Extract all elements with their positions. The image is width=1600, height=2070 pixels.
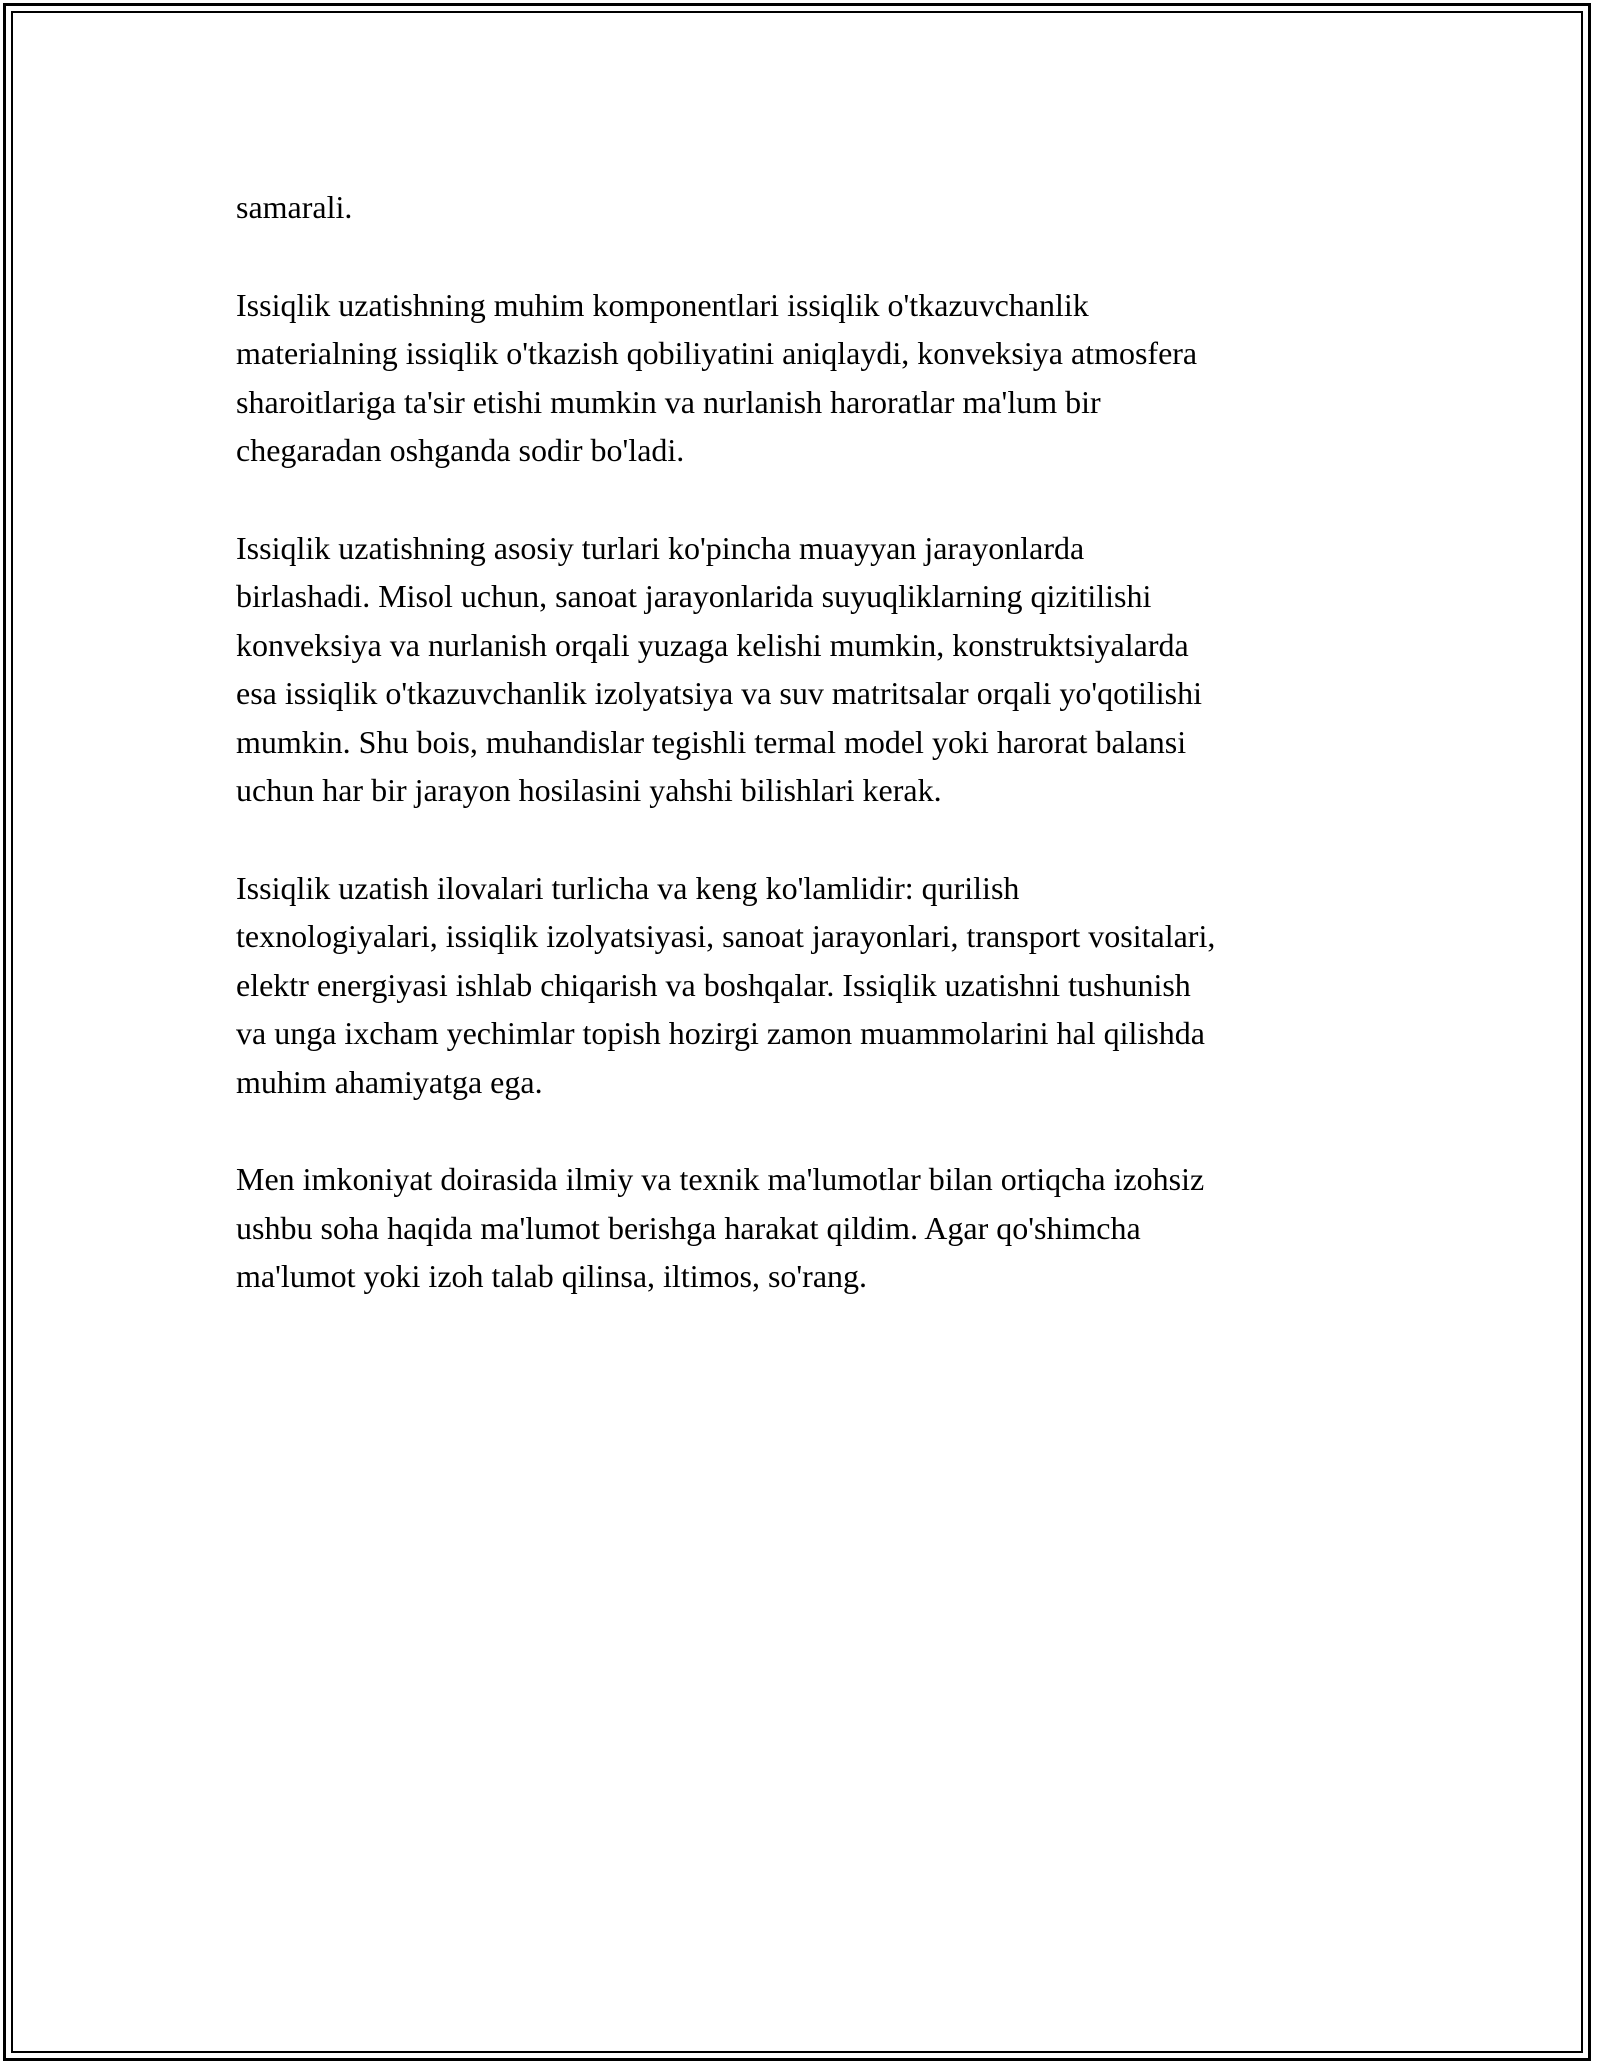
- text-line: esa issiqlik o'tkazuvchanlik izolyatsiya va suv matritsalar orqali yo'qotilishi: [236, 675, 1202, 711]
- paragraph-2: [236, 281, 1376, 475]
- paragraph-4: [236, 864, 1376, 1107]
- text-line: chegaradan oshganda sodir bo'ladi.: [236, 432, 685, 468]
- text-line: birlashadi. Misol uchun, sanoat jarayonlarida suyuqliklarning qizitilishi: [236, 578, 1152, 614]
- text-line: Men imkoniyat doirasida ilmiy va texnik ma'lumotlar bilan ortiqcha izohsiz: [236, 1161, 1205, 1197]
- text-line: texnologiyalari, issiqlik izolyatsiyasi, sanoat jarayonlari, transport vositalari,: [236, 918, 1216, 954]
- text-line: Issiqlik uzatishning asosiy turlari ko'pincha muayyan jarayonlarda: [236, 529, 1085, 566]
- text-line: samarali.: [236, 189, 353, 225]
- text-line: muhim ahamiyatga ega.: [236, 1063, 543, 1100]
- paragraph-3: [236, 524, 1376, 815]
- text-line: sharoitlariga ta'sir etishi mumkin va nurlanish haroratlar ma'lum bir: [236, 383, 1101, 420]
- text-line: konveksiya va nurlanish orqali yuzaga kelishi mumkin, konstruktsiyalarda: [236, 626, 1189, 663]
- text-line: ma'lumot yoki izoh talab qilinsa, iltimos, so'rang.: [236, 1258, 868, 1294]
- text-line: Issiqlik uzatish ilovalari turlicha va keng ko'lamlidir: qurilish: [236, 869, 1020, 906]
- text-line: mumkin. Shu bois, muhandislar tegishli termal model yoki harorat balansi: [236, 723, 1187, 760]
- text-line: Issiqlik uzatishning muhim komponentlari issiqlik o'tkazuvchanlik: [236, 286, 1089, 323]
- text-line: ushbu soha haqida ma'lumot berishga harakat qildim. Agar qo'shimcha: [236, 1209, 1141, 1246]
- text-line: uchun har bir jarayon hosilasini yahshi bilishlari kerak.: [236, 772, 942, 808]
- paragraph-1: [236, 183, 1376, 232]
- paragraph-5: [236, 1155, 1376, 1301]
- text-line: materialning issiqlik o'tkazish qobiliyatini aniqlaydi, konveksiya atmosfera: [236, 335, 1198, 371]
- text-line: va unga ixcham yechimlar topish hozirgi zamon muammolarini hal qilishda: [236, 1015, 1205, 1051]
- text-line: elektr energiyasi ishlab chiqarish va boshqalar. Issiqlik uzatishni tushunish: [236, 966, 1191, 1003]
- document-body: [236, 183, 1376, 1350]
